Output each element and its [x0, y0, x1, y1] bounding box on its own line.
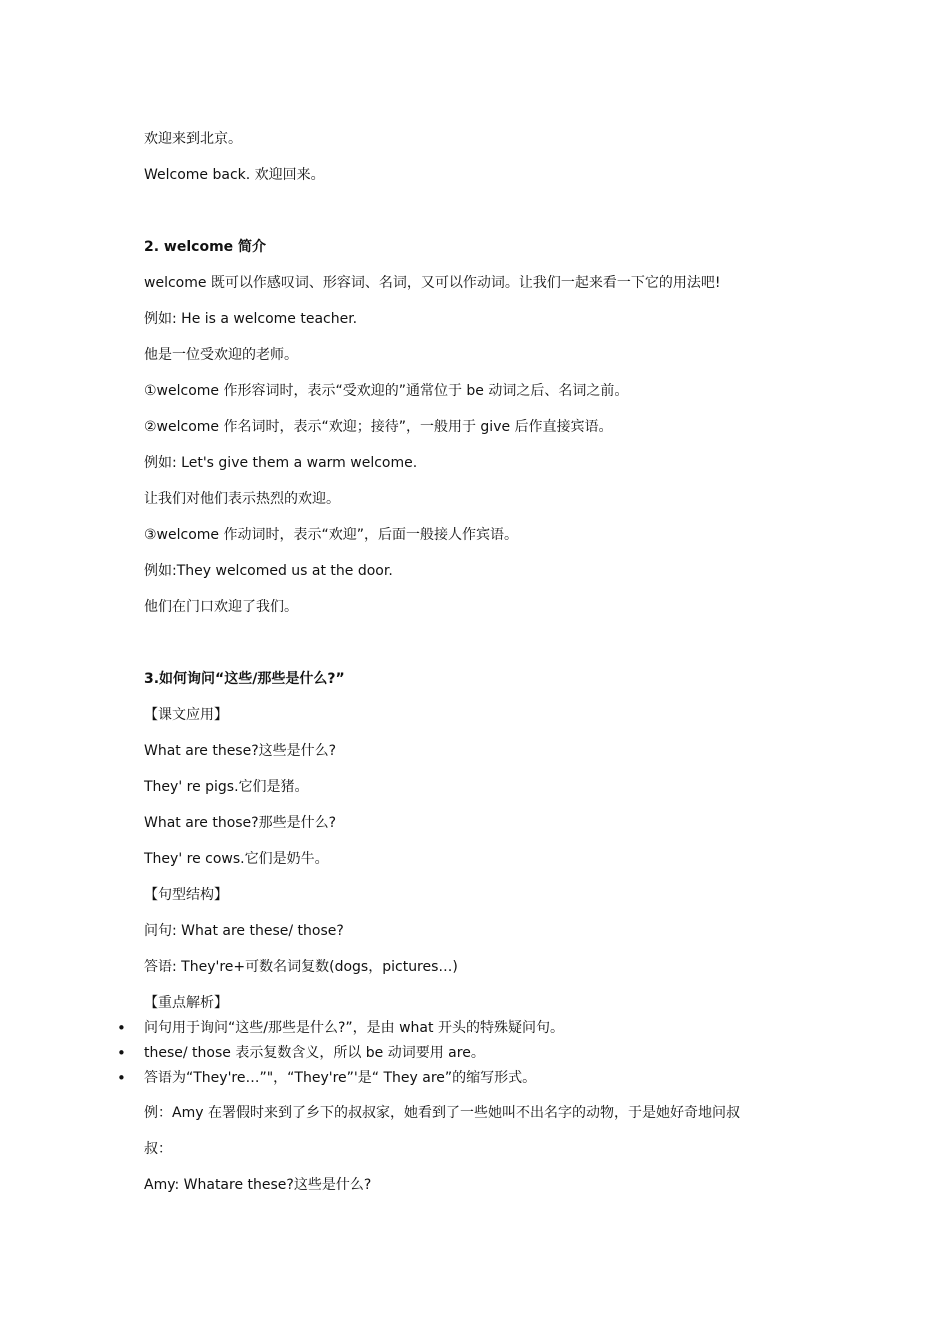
- list-item: • these/ those 表示复数含义，所以 be 动词要用 are。: [144, 1041, 824, 1066]
- section-3-line: What are those?那些是什么?: [144, 815, 337, 831]
- section-2-line: 例如: Let's give them a warm welcome.: [144, 455, 418, 471]
- intro-line-2: Welcome back. 欢迎回来。: [144, 167, 325, 183]
- section-3-heading: 3.如何询问“这些/那些是什么?”: [144, 671, 345, 687]
- example-line-1: 例：Amy 在署假时来到了乡下的叔叔家，她看到了一些她叫不出名字的动物，于是她好奇地问叔: [144, 1105, 740, 1121]
- section-3-line: They' re cows.它们是奶牛。: [144, 851, 329, 867]
- section-3-line: 【重点解析】: [144, 995, 228, 1011]
- section-3-line: What are these?这些是什么?: [144, 743, 337, 759]
- document-body: [144, 126, 824, 1203]
- section-2-line: welcome 既可以作感叹词、形容词、名词，又可以作动词。让我们一起来看一下它的用法吧!: [144, 275, 721, 291]
- section-3-line: 答语: They're+可数名词复数(dogs，pictures…): [144, 959, 458, 975]
- intro-line-1: 欢迎来到北京。: [144, 131, 242, 147]
- section-2-line: 让我们对他们表示热烈的欢迎。: [144, 491, 340, 507]
- section-3-line: 【句型结构】: [144, 887, 228, 903]
- example-line-3: Amy: Whatare these?这些是什么?: [144, 1177, 372, 1193]
- section-2-line: 他是一位受欢迎的老师。: [144, 347, 298, 363]
- spacer: [144, 630, 824, 666]
- section-2-line: ①welcome 作形容词时，表示“受欢迎的”通常位于 be 动词之后、名词之前。: [144, 383, 629, 399]
- section-2-line: 他们在门口欢迎了我们。: [144, 599, 298, 615]
- section-2-line: ②welcome 作名词时，表示“欢迎；接待”，一般用于 give 后作直接宾语。: [144, 419, 613, 435]
- section-3-line: 问句: What are these/ those?: [144, 923, 344, 939]
- spacer: [144, 198, 824, 234]
- list-item: • 答语为“They're…”"，“They're”'是“ They are”的缩写形式。: [144, 1066, 824, 1091]
- section-2-line: 例如: He is a welcome teacher.: [144, 311, 358, 327]
- section-2-line: 例如:They welcomed us at the door.: [144, 563, 393, 579]
- key-points-list: [144, 1016, 824, 1091]
- example-line-2: 叔：: [144, 1141, 172, 1157]
- section-2-line: ③welcome 作动词时，表示“欢迎”，后面一般接人作宾语。: [144, 527, 518, 543]
- section-2-heading: 2. welcome 简介: [144, 239, 267, 255]
- section-3-line: They' re pigs.它们是猪。: [144, 779, 309, 795]
- list-item: • 问句用于询问“这些/那些是什么?”，是由 what 开头的特殊疑问句。: [144, 1016, 824, 1041]
- section-3-line: 【课文应用】: [144, 707, 228, 723]
